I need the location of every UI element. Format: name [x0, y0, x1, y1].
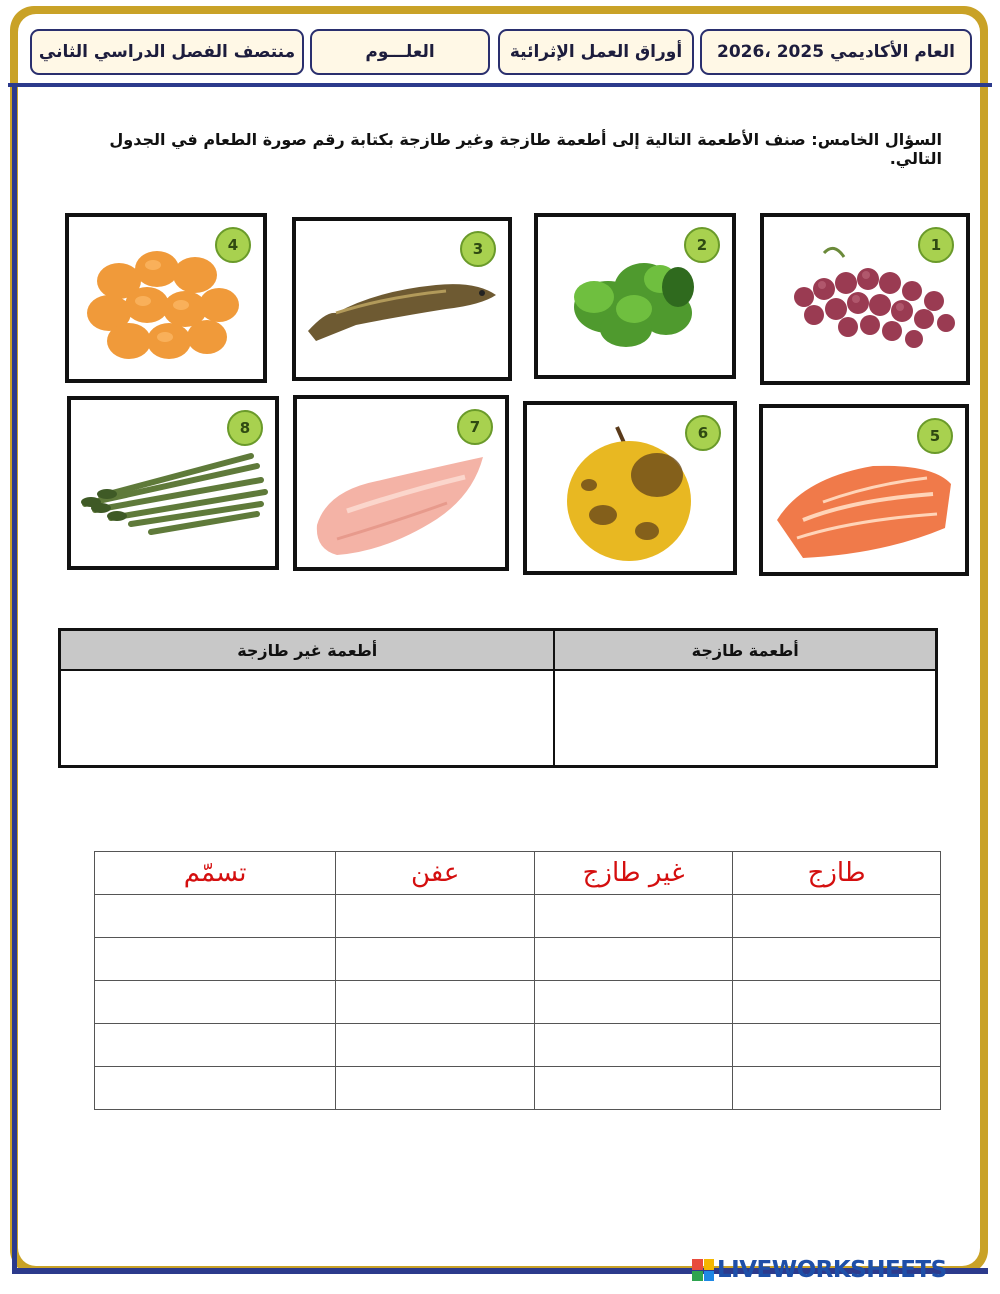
vocabulary-table: [94, 851, 941, 1110]
item-number-badge: 6: [685, 415, 721, 451]
food-card-2[interactable]: [534, 213, 736, 379]
table-row: [95, 938, 941, 981]
vocab-cell[interactable]: [733, 1024, 941, 1067]
vocab-header-not-fresh: غير طازج: [535, 852, 733, 895]
item-number-badge: 7: [457, 409, 493, 445]
item-number-badge: 1: [918, 227, 954, 263]
vocab-cell[interactable]: [95, 981, 336, 1024]
header-divider: [8, 83, 992, 87]
vocab-cell[interactable]: [336, 895, 535, 938]
vocab-cell[interactable]: [95, 938, 336, 981]
food-card-8[interactable]: [67, 396, 279, 570]
non-fresh-foods-header: أطعمة غير طازجة: [60, 630, 555, 671]
item-number-badge: 8: [227, 410, 263, 446]
fresh-foods-answer-cell[interactable]: [554, 670, 936, 767]
food-card-3[interactable]: [292, 217, 512, 381]
classification-table: [58, 628, 938, 768]
question-text: السؤال الخامس: صنف الأطعمة التالية إلى أطعمة طازجة وغير طازجة بكتابة رقم صورة الطعام في الجدول التالي.: [109, 130, 942, 168]
vocab-cell[interactable]: [733, 895, 941, 938]
vocab-cell[interactable]: [535, 981, 733, 1024]
vocab-header-mold: عفن: [336, 852, 535, 895]
vocab-cell[interactable]: [733, 1067, 941, 1110]
liveworksheets-logo: [692, 1256, 947, 1284]
vocab-cell[interactable]: [336, 981, 535, 1024]
food-card-4[interactable]: [65, 213, 267, 383]
vocab-cell[interactable]: [535, 938, 733, 981]
vocab-cell[interactable]: [336, 1067, 535, 1110]
item-number-badge: 3: [460, 231, 496, 267]
vocab-cell[interactable]: [733, 938, 941, 981]
vocab-cell[interactable]: [535, 1024, 733, 1067]
vocab-cell[interactable]: [535, 895, 733, 938]
vocab-cell[interactable]: [95, 1067, 336, 1110]
fresh-foods-header: أطعمة طازجة: [554, 630, 936, 671]
logo-text: LIVEWORKSHEETS: [717, 1257, 947, 1283]
vocab-header-fresh: طازج: [733, 852, 941, 895]
food-card-1[interactable]: [760, 213, 970, 385]
food-card-5[interactable]: [759, 404, 969, 576]
left-border-line: [12, 86, 17, 1274]
header-term: منتصف الفصل الدراسي الثاني: [30, 29, 304, 75]
table-row: [95, 1067, 941, 1110]
header-worksheets: أوراق العمل الإثرائية: [498, 29, 694, 75]
vocab-cell[interactable]: [336, 1024, 535, 1067]
vocab-cell[interactable]: [95, 895, 336, 938]
header-subject: العلـــوم: [310, 29, 490, 75]
logo-icon: [692, 1259, 714, 1281]
header-academic-year: العام الأكاديمي 2025 ،2026: [700, 29, 972, 75]
food-card-6[interactable]: [523, 401, 737, 575]
table-row: [95, 1024, 941, 1067]
vocab-cell[interactable]: [95, 1024, 336, 1067]
table-row: [95, 895, 941, 938]
non-fresh-foods-answer-cell[interactable]: [60, 670, 555, 767]
item-number-badge: 4: [215, 227, 251, 263]
vocab-cell[interactable]: [733, 981, 941, 1024]
item-number-badge: 2: [684, 227, 720, 263]
vocab-cell[interactable]: [336, 938, 535, 981]
vocab-header-poisoning: تسمّم: [95, 852, 336, 895]
food-card-7[interactable]: [293, 395, 509, 571]
item-number-badge: 5: [917, 418, 953, 454]
table-row: [95, 981, 941, 1024]
vocab-cell[interactable]: [535, 1067, 733, 1110]
